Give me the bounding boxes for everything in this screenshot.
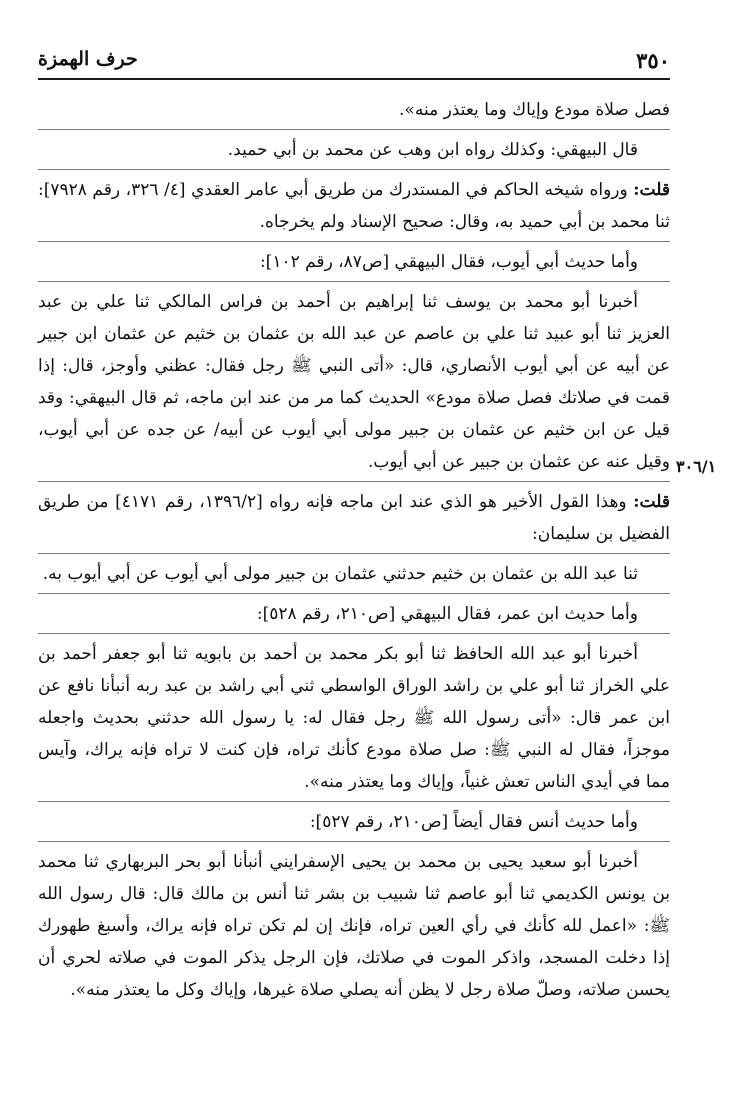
section-divider — [38, 241, 670, 242]
section-divider — [38, 553, 670, 554]
paragraph-text: وهذا القول الأخير هو الذي عند ابن ماجه فإنه رواه [١٣٩٦/٢، رقم ٤١٧١] من طريق الفضيل بن سليمان: — [38, 492, 670, 544]
paragraph-continuation: فصل صلاة مودع وإياك وما يعتذر منه». — [399, 100, 670, 120]
paragraph-ibn-majah-isnad: ثنا عبد الله بن عثمان بن خثيم حدثني عثمان بن جبير مولى أبي أيوب عن أبي أيوب به. — [42, 564, 638, 584]
section-divider — [38, 481, 670, 482]
qult-label: قلت: — [633, 180, 670, 200]
paragraph-abu-ayyub-heading: وأما حديث أبي أيوب، فقال البيهقي [ص٨٧، رقم ١٠٢]: — [259, 252, 638, 272]
margin-page-reference: ٣٠٦/١ — [676, 457, 717, 476]
paragraph-qult-ibn-majah — [38, 486, 670, 550]
paragraph-abu-ayyub-isnad: أخبرنا أبو محمد بن يوسف ثنا إبراهيم بن أحمد بن فراس المالكي ثنا علي بن عبد العزيز ثنا أبو عبيد ثنا علي بن عاصم عن عبد الله بن عثمان بن خثيم عن عثمان ابن جبير عن أبيه عن أبي أيوب الأنصاري، قال: «أتى النبي ﷺ رجل فقال: عظني وأوجز، قال: إذا قمت في صلاتك فصل صلاة مودع» الحديث كما مر من عند ابن ماجه، ثم قال البيهقي: وقد قيل عن ابن خثيم عن عثمان بن جبير مولى أبي أيوب عن أبيه/ عن جده عن أبي أيوب، وقيل عنه عن عثمان بن جبير عن أبي أيوب. — [38, 292, 670, 472]
paragraph-qult-hakim — [38, 174, 670, 238]
paragraph-anas-hadith: أخبرنا أبو سعيد يحيى بن محمد بن يحيى الإسفرايني أنبأنا أبو بحر البربهاري ثنا محمد بن يونس الكديمي ثنا أبو عاصم ثنا شبيب بن بشر ثنا أنس بن مالك قال: قال رسول الله ﷺ: «اعمل لله كأنك في رأي العين تراه، فإنك إن لم تكن تراه فإنه يراك، وأسبغ طهورك إذا دخلت المسجد، واذكر الموت في صلاتك، فإن الرجل يذكر الموت في صلاته لحري أن يحسن صلاته، وصلّ صلاة رجل لا يظن أنه يصلي صلاة غيرها، وإياك وكل ما يعتذر منه». — [38, 852, 670, 1000]
qult-label: قلت: — [633, 492, 670, 512]
running-title: حرف الهمزة — [38, 48, 138, 70]
page-number: ٣٥٠ — [636, 48, 670, 73]
paragraph-bayhaqi-remark: قال البيهقي: وكذلك رواه ابن وهب عن محمد بن أبي حميد. — [227, 140, 638, 160]
section-divider — [38, 129, 670, 130]
paragraph-anas-heading: وأما حديث أنس فقال أيضاً [ص٢١٠، رقم ٥٢٧]: — [309, 812, 638, 832]
page-header — [38, 44, 670, 80]
paragraph-ibn-umar-hadith: أخبرنا أبو عبد الله الحافظ ثنا أبو بكر محمد بن أحمد بن بابويه ثنا أبو جعفر أحمد بن علي الخراز ثنا أبو علي بن راشد الوراق الواسطي ثني أبي راشد بن عبد ربه أنبأنا نافع عن ابن عمر قال: «أتى رسول الله ﷺ رجل فقال له: يا رسول الله حدثني بحديث واجعله موجزاً، فقال له النبي ﷺ: صل صلاة مودع كأنك تراه، فإن كنت لا تراه فإنه يراك، وآيس مما في أيدي الناس تعش غنياً، وإياك وما يعتذر منه». — [38, 644, 670, 792]
paragraph-text: ورواه شيخه الحاكم في المستدرك من طريق أبي عامر العقدي [٤/ ٣٢٦، رقم ٧٩٢٨]: ثنا محمد بن أبي حميد به، وقال: صحيح الإسناد ولم يخرجاه. — [38, 180, 670, 232]
section-divider — [38, 169, 670, 170]
section-divider — [38, 281, 670, 282]
section-divider — [38, 633, 670, 634]
section-divider — [38, 801, 670, 802]
header-rule — [38, 78, 670, 80]
section-divider — [38, 841, 670, 842]
body-text — [38, 94, 670, 1006]
section-divider — [38, 593, 670, 594]
paragraph-ibn-umar-heading: وأما حديث ابن عمر، فقال البيهقي [ص٢١٠، رقم ٥٢٨]: — [256, 604, 638, 624]
